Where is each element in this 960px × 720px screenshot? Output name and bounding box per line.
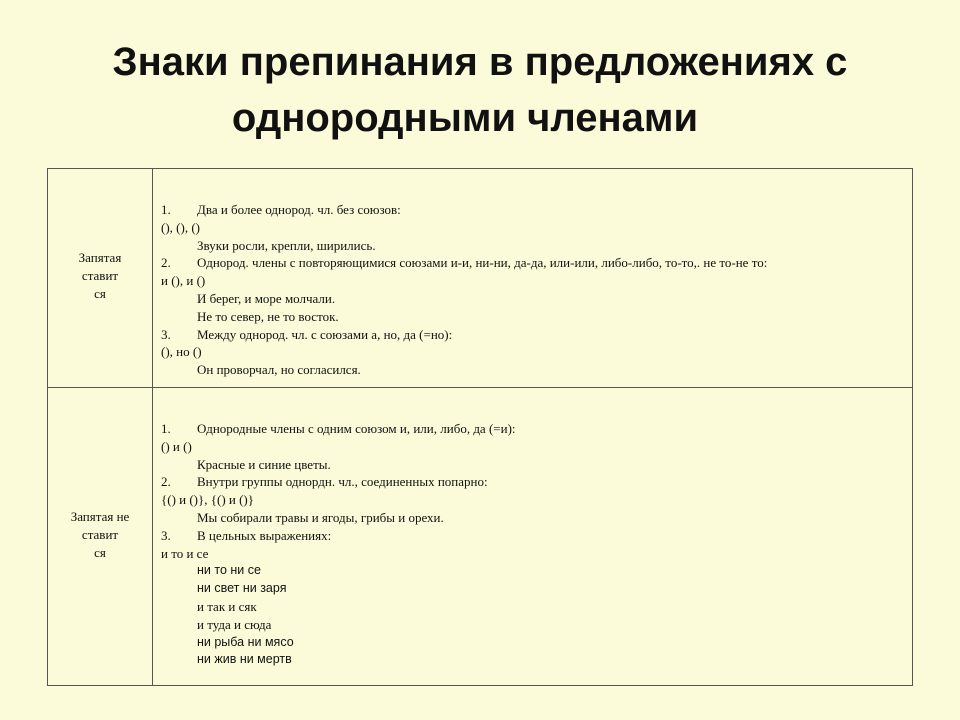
rule-number: 3. bbox=[161, 326, 171, 342]
rule-number: 1. bbox=[161, 202, 171, 217]
rule-scheme: и то и се bbox=[161, 545, 209, 561]
row-label-part: ставит bbox=[81, 268, 119, 283]
row-label-part: Запятая не bbox=[70, 508, 130, 524]
rule-heading-text: Однородные члены с одним союзом и, или, либо, да (=и): bbox=[197, 421, 516, 436]
rule-heading-text: Два и более однород. чл. без союзов: bbox=[197, 202, 401, 217]
rules-content-cell bbox=[153, 388, 913, 686]
rule-heading-text: Внутри группы однордн. чл., соединенных попарно: bbox=[197, 474, 488, 490]
rule-scheme: {() и ()}, {() и ()} bbox=[161, 492, 255, 508]
rule-heading bbox=[161, 254, 906, 272]
rule-heading bbox=[161, 420, 906, 438]
row-label-part: ся bbox=[94, 544, 106, 560]
rule-scheme: () и () bbox=[161, 438, 192, 454]
rule-example: и туда и сюда bbox=[197, 616, 272, 632]
rule-example: ни свет ни заря bbox=[197, 581, 287, 596]
rule-heading-text: В цельных выражениях: bbox=[197, 527, 332, 543]
row-label-part: Запятая bbox=[78, 250, 122, 265]
rule-example: И берег, и море молчали. bbox=[197, 290, 336, 306]
rule-example: и так и сяк bbox=[197, 598, 257, 614]
rule-example: ни то ни се bbox=[197, 563, 261, 578]
rule-example: Звуки росли, крепли, ширились. bbox=[197, 237, 376, 253]
rule-heading bbox=[161, 326, 906, 344]
rule-heading-text: Между однород. чл. с союзами а, но, да (=но): bbox=[197, 326, 453, 342]
row-label-part: ся bbox=[94, 286, 106, 301]
rule-scheme: (), но () bbox=[161, 344, 202, 360]
rule-number: 3. bbox=[161, 527, 171, 543]
rules-content-cell bbox=[153, 169, 913, 388]
row-label-part: ставит bbox=[81, 526, 119, 542]
rule-example: ни жив ни мертв bbox=[197, 652, 292, 667]
rule-heading bbox=[161, 527, 906, 545]
row-label bbox=[62, 508, 138, 562]
rule-heading-text: Однород. члены с повторяющимися союзами и-и, ни-ни, да-да, или-или, либо-либо, то-то,. не то-не то: bbox=[197, 255, 768, 271]
rule-scheme: (), (), () bbox=[161, 219, 200, 235]
table-row-comma-not-used bbox=[48, 388, 913, 686]
title-line-1: Знаки препинания в предложениях с bbox=[112, 40, 848, 84]
rule-example: ни рыба ни мясо bbox=[197, 634, 294, 649]
rule-scheme: и (), и () bbox=[161, 273, 206, 289]
slide-title bbox=[0, 34, 960, 146]
rule-example: Не то север, не то восток. bbox=[197, 308, 339, 324]
title-line-2: однородными членами bbox=[231, 96, 699, 140]
rule-heading bbox=[161, 473, 906, 491]
rule-number: 2. bbox=[161, 255, 171, 271]
row-label-cell bbox=[48, 169, 153, 388]
rule-example: Он проворчал, но согласился. bbox=[197, 362, 361, 378]
rule-heading bbox=[161, 201, 906, 219]
rules-table bbox=[47, 168, 913, 686]
table-row-comma-used bbox=[48, 169, 913, 388]
row-label-cell bbox=[48, 388, 153, 686]
rule-example: Мы собирали травы и ягоды, грибы и орехи. bbox=[197, 509, 444, 525]
rule-example: Красные и синие цветы. bbox=[197, 456, 331, 472]
rule-number: 1. bbox=[161, 421, 171, 436]
rule-number: 2. bbox=[161, 474, 171, 490]
row-label bbox=[62, 249, 138, 303]
